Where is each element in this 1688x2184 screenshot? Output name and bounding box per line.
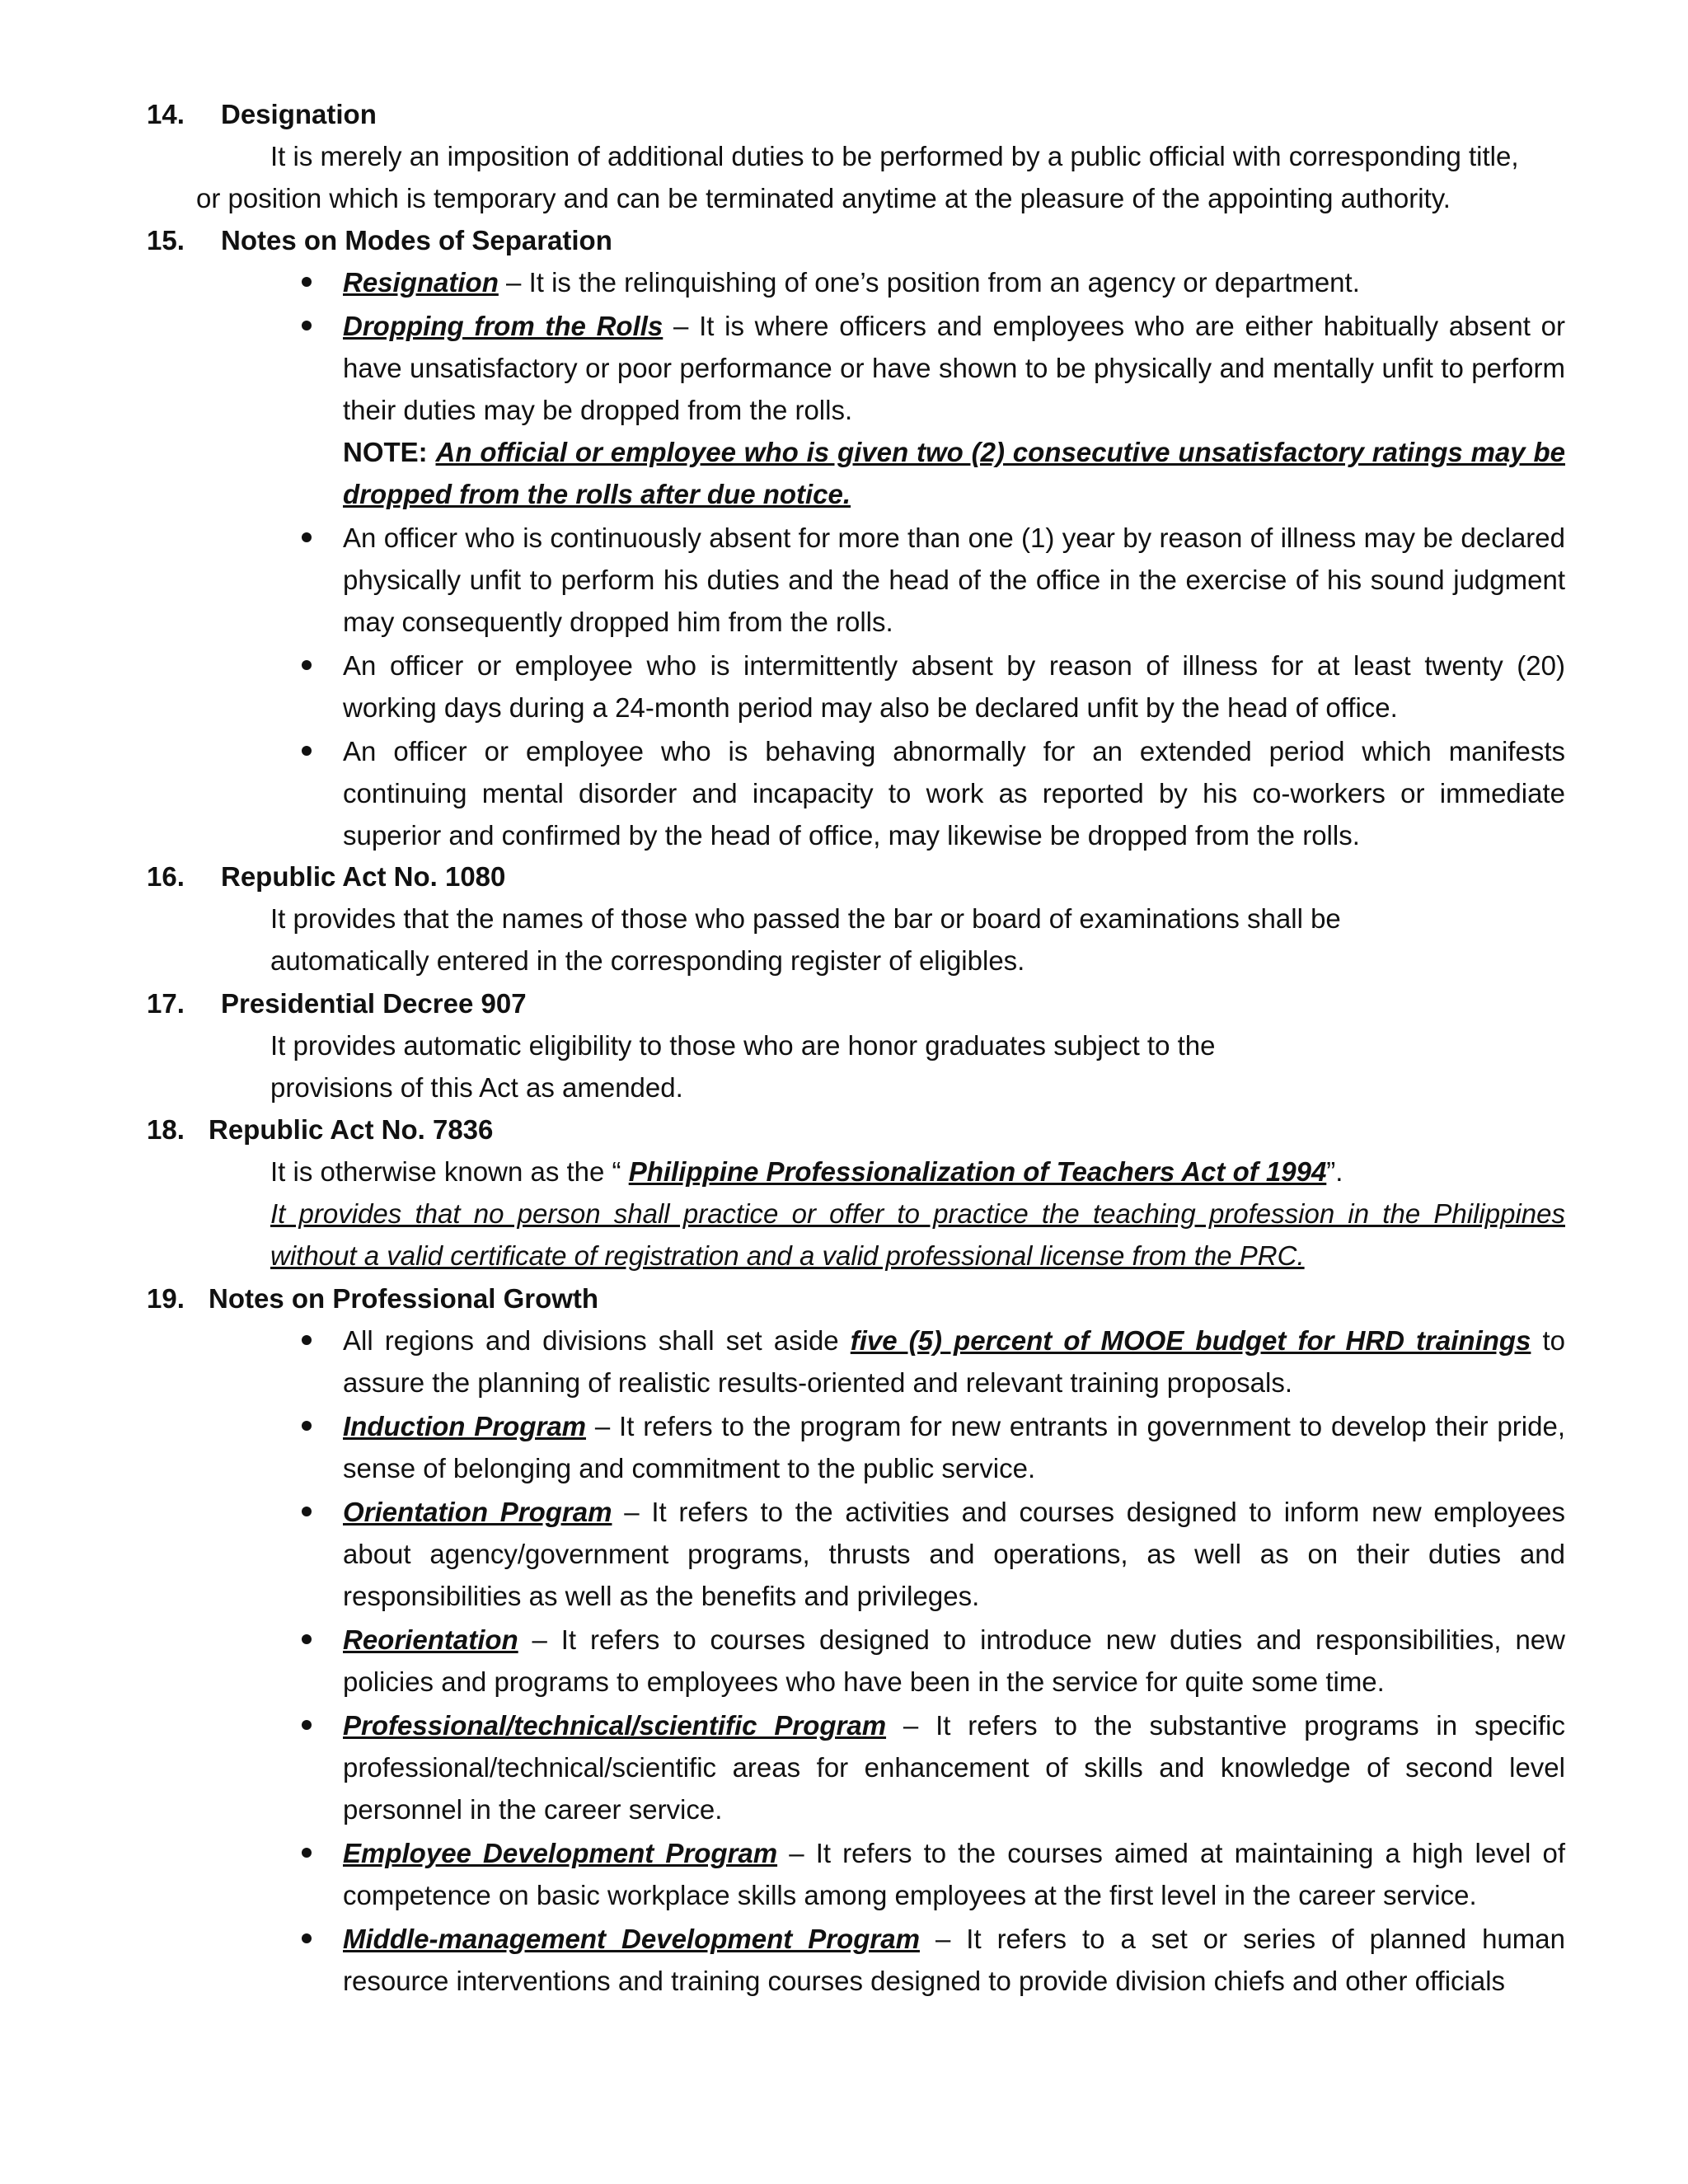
item-text: It refers to a set or series of planned human resource interventions and training courses designed to provide division chiefs and other officials [343,1924,1565,1996]
section-title: Notes on Modes of Separation [221,225,612,255]
term: Dropping from the Rolls [343,311,663,341]
section-heading [0,856,1688,898]
bullet-icon [302,532,312,542]
term: Professional/technical/scientific Program [343,1710,887,1741]
section-14 [0,94,1688,219]
section-number: 15. [147,225,185,255]
act-name: Philippine Professionalization of Teachers Act of 1994 [628,1156,1327,1187]
bullet-icon [302,277,312,287]
section-15 [0,220,1688,858]
list-item [343,261,1565,303]
section-title: Designation [221,99,377,129]
term: five (5) percent of MOOE budget for HRD trainings [850,1325,1531,1356]
term-separator: – [586,1411,620,1441]
list-item [343,644,1565,729]
list-item [343,1319,1565,1404]
term: Reorientation [343,1624,518,1655]
term: Middle-management Development Program [343,1924,920,1954]
item-text: An officer or employee who is intermittently absent by reason of illness for at least twenty (20) working days during a 24-month period may also be declared unfit by the head of office. [343,650,1565,723]
section-title: Presidential Decree 907 [221,988,527,1019]
italic-paragraph: It provides that no person shall practice or offer to practice the teaching profession in the Philippines without a valid certificate of registration and a valid professional license from the PRC. [270,1198,1565,1271]
list-item [343,305,1565,515]
item-text: An officer or employee who is behaving abnormally for an extended period which manifests continuing mental disorder and incapacity to work as reported by his co-workers or immediate superior and confirmed by the head of office, may likewise be dropped from the rolls. [343,736,1565,851]
intro-prefix: It is otherwise known as the “ [270,1156,629,1187]
item-text: It is the relinquishing of one’s position from an agency or department. [528,267,1360,298]
note [343,431,1565,515]
term-separator: – [919,1924,967,1954]
paragraph-line: It provides automatic eligibility to those who are honor graduates subject to the [270,1030,1216,1061]
section-number: 16. [147,861,185,892]
section-heading [0,983,1688,1024]
item-text: It refers to the courses aimed at maintaining a high level of competence on basic workplace skills among employees at the first level in the career service. [343,1838,1565,1910]
item-text: An officer who is continuously absent for more than one (1) year by reason of illness may be declared physically unfit to perform his duties and the head of the office in the exercise of his sound judgment may consequently dropped him from the rolls. [343,523,1565,637]
term-separator: – [612,1497,652,1527]
intro-suffix: ”. [1326,1156,1343,1187]
section-number: 17. [147,988,185,1019]
item-text: It refers to the substantive programs in specific professional/technical/scientific areas for enhancement of skills and knowledge of second level personnel in the career service. [343,1710,1565,1825]
paragraph-line: It provides that the names of those who passed the bar or board of examinations shall be [270,903,1341,934]
section-number: 19. [147,1283,185,1314]
paragraph-line [270,1151,1688,1193]
bullet-icon [302,1421,312,1431]
note-label: NOTE: [343,437,428,467]
bullet-icon [302,1634,312,1644]
list-item [343,517,1565,643]
section-title: Notes on Professional Growth [209,1283,599,1314]
section-number: 14. [147,99,185,129]
list-item [343,1918,1565,2002]
list-item [343,1704,1565,1830]
list-item [343,1405,1565,1489]
bullet-icon [302,1720,312,1730]
section-17 [0,983,1688,1108]
bullet-icon [302,746,312,756]
item-text: It refers to the program for new entrants in government to develop their pride, sense of belonging and commitment to the public service. [343,1411,1565,1483]
bullet-icon [302,1335,312,1345]
section-title: Republic Act No. 7836 [209,1114,494,1145]
item-text: It is where officers and employees who are either habitually absent or have unsatisfactory or poor performance or have shown to be physically and mentally unfit to perform their duties may be dropped from the rolls. [343,311,1565,425]
term: Employee Development Program [343,1838,778,1868]
bullet-icon [302,1848,312,1858]
section-heading [0,94,1688,135]
section-16 [0,856,1688,982]
item-prefix: All regions and divisions shall set aside [343,1325,851,1356]
term-separator: – [663,311,700,341]
term: Induction Program [343,1411,587,1441]
bullet-icon [302,660,312,670]
item-text: It refers to courses designed to introduce new duties and responsibilities, new policies and programs to employees who have been in the service for quite some time. [343,1624,1565,1697]
bullet-icon [302,321,312,330]
note-text: An official or employee who is given two (2) consecutive unsatisfactory ratings may be dropped from the rolls after due notice. [343,437,1565,509]
term: Orientation Program [343,1497,612,1527]
bullet-icon [302,1507,312,1516]
item-text: to assure the planning of realistic results-oriented and relevant training proposals. [343,1325,1565,1398]
section-18 [0,1109,1688,1277]
term: Resignation [343,267,499,298]
section-heading [0,1278,1688,1319]
list-item [343,1491,1565,1617]
term-separator: – [886,1710,936,1741]
list-item [343,1832,1565,1916]
section-heading [0,220,1688,261]
list-item [343,1619,1565,1703]
term-separator: – [777,1838,816,1868]
paragraph-line: or position which is temporary and can be terminated anytime at the pleasure of the appointing authority. [196,183,1451,213]
paragraph-line: provisions of this Act as amended. [270,1072,683,1103]
section-19 [0,1278,1688,2004]
paragraph-line: It is merely an imposition of additional duties to be performed by a public official with corresponding title, [270,141,1519,171]
section-number: 18. [147,1114,185,1145]
paragraph-line: automatically entered in the corresponding register of eligibles. [270,945,1025,976]
section-title: Republic Act No. 1080 [221,861,506,892]
term-separator: – [518,1624,561,1655]
term-separator: – [498,267,529,298]
section-heading [0,1109,1688,1151]
bullet-icon [302,1933,312,1943]
list-item [343,730,1565,856]
item-text: It refers to the activities and courses designed to inform new employees about agency/government programs, thrusts and operations, as well as on their duties and responsibilities as well as the benefits and privileges. [343,1497,1565,1611]
